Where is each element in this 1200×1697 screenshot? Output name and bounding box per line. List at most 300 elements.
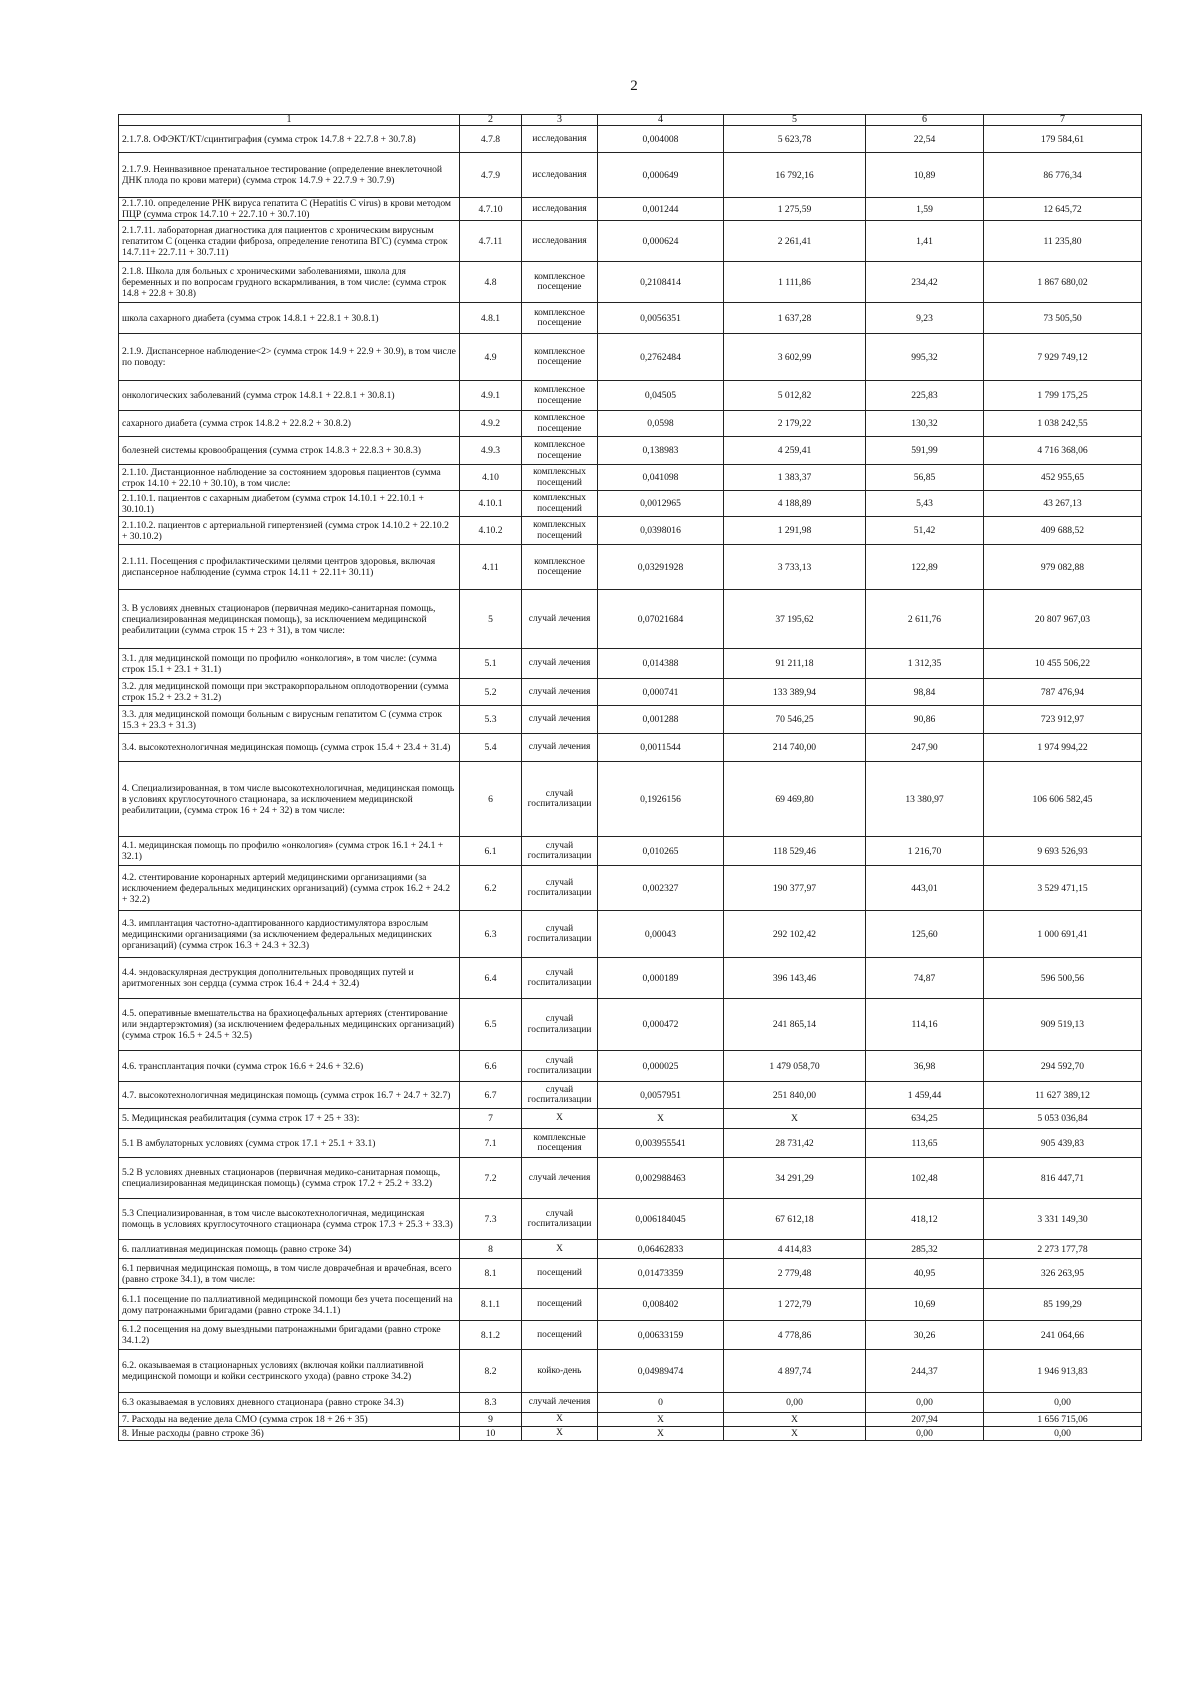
table-row	[119, 334, 1142, 381]
row-cost-cell: 1 637,28	[724, 303, 866, 334]
row-name-cell: 4.2. стентирование коронарных артерий медицинскими организациями (за исключением федеральных медицинских организаций) (сумма строк 16.2 + 24.2 + 32.2)	[119, 866, 460, 911]
row-code-cell: 7.1	[460, 1129, 522, 1158]
row-per-capita-cell: 56,85	[866, 465, 984, 491]
row-name-cell: 6.1 первичная медицинская помощь, в том числе доврачебная и врачебная, всего (равно строке 34.1), в том числе:	[119, 1259, 460, 1289]
table-row	[119, 734, 1142, 762]
row-norm-cell: 0,06462833	[598, 1240, 724, 1259]
table-row	[119, 198, 1142, 221]
header-cell: 2	[460, 115, 522, 126]
row-unit-cell: случай лечения	[522, 706, 598, 734]
table-row	[119, 1350, 1142, 1393]
table-row	[119, 706, 1142, 734]
row-per-capita-cell: 285,32	[866, 1240, 984, 1259]
row-unit-cell: посещений	[522, 1321, 598, 1350]
row-total-cell: 452 955,65	[984, 465, 1142, 491]
row-norm-cell: 0,000649	[598, 153, 724, 198]
row-cost-cell: Х	[724, 1109, 866, 1129]
row-name-cell: онкологических заболеваний (сумма строк 14.8.1 + 22.8.1 + 30.8.1)	[119, 381, 460, 411]
row-total-cell: 1 000 691,41	[984, 911, 1142, 958]
row-norm-cell: 0,00043	[598, 911, 724, 958]
row-norm-cell: 0,0011544	[598, 734, 724, 762]
row-norm-cell: 0,014388	[598, 649, 724, 679]
row-code-cell: 8.3	[460, 1393, 522, 1413]
row-name-cell: 2.1.10.2. пациентов с артериальной гипертензией (сумма строк 14.10.2 + 22.10.2 + 30.10.2)	[119, 517, 460, 545]
row-name-cell: 3.3. для медицинской помощи больным с вирусным гепатитом С (сумма строк 15.3 + 23.3 + 31.3)	[119, 706, 460, 734]
row-unit-cell: комплексное посещение	[522, 303, 598, 334]
row-code-cell: 8.1.1	[460, 1289, 522, 1321]
row-total-cell: 86 776,34	[984, 153, 1142, 198]
row-name-cell: 6.2. оказываемая в стационарных условиях (включая койки паллиативной медицинской помощи и койки сестринского ухода) (равно строке 34.2)	[119, 1350, 460, 1393]
row-code-cell: 6.6	[460, 1051, 522, 1082]
row-code-cell: 6	[460, 762, 522, 837]
row-unit-cell: комплексное посещение	[522, 334, 598, 381]
row-cost-cell: 1 291,98	[724, 517, 866, 545]
row-unit-cell: комплексные посещения	[522, 1129, 598, 1158]
row-norm-cell: 0,0057951	[598, 1082, 724, 1109]
row-norm-cell: 0,04505	[598, 381, 724, 411]
row-norm-cell: 0,000025	[598, 1051, 724, 1082]
row-cost-cell: 34 291,29	[724, 1158, 866, 1199]
row-norm-cell: 0,010265	[598, 837, 724, 866]
row-name-cell: 4. Специализированная, в том числе высокотехнологичная, медицинская помощь в условиях круглосуточного стационара, за исключением медицинской реабилитации, (сумма строк 16 + 24 + 32) в том числе:	[119, 762, 460, 837]
row-cost-cell: 70 546,25	[724, 706, 866, 734]
table-row	[119, 545, 1142, 590]
row-code-cell: 10	[460, 1427, 522, 1441]
table-row	[119, 999, 1142, 1051]
row-unit-cell: посещений	[522, 1289, 598, 1321]
row-code-cell: 4.10.2	[460, 517, 522, 545]
row-per-capita-cell: 634,25	[866, 1109, 984, 1129]
row-per-capita-cell: 30,26	[866, 1321, 984, 1350]
row-per-capita-cell: 1 312,35	[866, 649, 984, 679]
row-total-cell: 4 716 368,06	[984, 437, 1142, 465]
row-total-cell: 43 267,13	[984, 491, 1142, 517]
row-total-cell: 787 476,94	[984, 679, 1142, 706]
row-name-cell: 2.1.7.11. лабораторная диагностика для пациентов с хроническим вирусным гепатитом С (оценка стадии фиброза, определение генотипа ВГС) (сумма строк 14.7.11+ 22.7.11 + 30.7.11)	[119, 221, 460, 262]
row-name-cell: 4.7. высокотехнологичная медицинская помощь (сумма строк 16.7 + 24.7 + 32.7)	[119, 1082, 460, 1109]
table-row	[119, 221, 1142, 262]
row-code-cell: 5.2	[460, 679, 522, 706]
row-total-cell: 2 273 177,78	[984, 1240, 1142, 1259]
row-total-cell: 3 331 149,30	[984, 1199, 1142, 1240]
table-header-row	[119, 115, 1142, 126]
row-per-capita-cell: 40,95	[866, 1259, 984, 1289]
row-unit-cell: Х	[522, 1413, 598, 1427]
row-total-cell: 409 688,52	[984, 517, 1142, 545]
row-total-cell: 3 529 471,15	[984, 866, 1142, 911]
header-cell: 5	[724, 115, 866, 126]
row-unit-cell: комплексных посещений	[522, 517, 598, 545]
row-per-capita-cell: 244,37	[866, 1350, 984, 1393]
row-code-cell: 6.3	[460, 911, 522, 958]
row-norm-cell: 0,0056351	[598, 303, 724, 334]
table-row	[119, 491, 1142, 517]
row-total-cell: 816 447,71	[984, 1158, 1142, 1199]
table-row	[119, 911, 1142, 958]
row-name-cell: 4.6. трансплантация почки (сумма строк 16.6 + 24.6 + 32.6)	[119, 1051, 460, 1082]
rates-table	[118, 114, 1142, 1441]
table-row	[119, 679, 1142, 706]
row-cost-cell: 5 012,82	[724, 381, 866, 411]
row-name-cell: 2.1.7.8. ОФЭКТ/КТ/сцинтиграфия (сумма строк 14.7.8 + 22.7.8 + 30.7.8)	[119, 126, 460, 153]
row-unit-cell: случай лечения	[522, 734, 598, 762]
row-cost-cell: 214 740,00	[724, 734, 866, 762]
row-total-cell: 596 500,56	[984, 958, 1142, 999]
row-total-cell: 11 235,80	[984, 221, 1142, 262]
row-code-cell: 6.1	[460, 837, 522, 866]
row-norm-cell: 0,000741	[598, 679, 724, 706]
row-cost-cell: Х	[724, 1413, 866, 1427]
row-per-capita-cell: 2 611,76	[866, 590, 984, 649]
header-cell: 7	[984, 115, 1142, 126]
row-norm-cell: 0,041098	[598, 465, 724, 491]
row-code-cell: 5.3	[460, 706, 522, 734]
row-per-capita-cell: 234,42	[866, 262, 984, 303]
row-norm-cell: 0,2762484	[598, 334, 724, 381]
row-cost-cell: 5 623,78	[724, 126, 866, 153]
row-name-cell: 2.1.9. Диспансерное наблюдение<2> (сумма строк 14.9 + 22.9 + 30.9), в том числе по поводу:	[119, 334, 460, 381]
table-row	[119, 437, 1142, 465]
row-per-capita-cell: 98,84	[866, 679, 984, 706]
row-cost-cell: 67 612,18	[724, 1199, 866, 1240]
row-per-capita-cell: 5,43	[866, 491, 984, 517]
row-unit-cell: Х	[522, 1109, 598, 1129]
row-unit-cell: случай госпитализации	[522, 958, 598, 999]
row-per-capita-cell: 9,23	[866, 303, 984, 334]
row-cost-cell: 4 414,83	[724, 1240, 866, 1259]
header-cell: 1	[119, 115, 460, 126]
row-unit-cell: комплексное посещение	[522, 381, 598, 411]
row-unit-cell: случай лечения	[522, 1158, 598, 1199]
row-per-capita-cell: 418,12	[866, 1199, 984, 1240]
row-cost-cell: Х	[724, 1427, 866, 1441]
row-name-cell: 2.1.10. Дистанционное наблюдение за состоянием здоровья пациентов (сумма строк 14.10 + 22.10 + 30.10), в том числе:	[119, 465, 460, 491]
row-code-cell: 4.10.1	[460, 491, 522, 517]
row-total-cell: 9 693 526,93	[984, 837, 1142, 866]
row-code-cell: 9	[460, 1413, 522, 1427]
row-code-cell: 8.1	[460, 1259, 522, 1289]
row-total-cell: 905 439,83	[984, 1129, 1142, 1158]
row-unit-cell: комплексных посещений	[522, 491, 598, 517]
row-per-capita-cell: 122,89	[866, 545, 984, 590]
row-code-cell: 4.8	[460, 262, 522, 303]
row-name-cell: 8. Иные расходы (равно строке 36)	[119, 1427, 460, 1441]
row-total-cell: 73 505,50	[984, 303, 1142, 334]
row-name-cell: 4.5. оперативные вмешательства на брахиоцефальных артериях (стентирование или эндартерэктомия) (за исключением федеральных медицинских организаций) (сумма строк 16.5 + 24.5 + 32.5)	[119, 999, 460, 1051]
row-code-cell: 4.7.8	[460, 126, 522, 153]
row-name-cell: сахарного диабета (сумма строк 14.8.2 + 22.8.2 + 30.8.2)	[119, 411, 460, 437]
row-cost-cell: 4 778,86	[724, 1321, 866, 1350]
row-unit-cell: случай лечения	[522, 649, 598, 679]
page-number: 2	[630, 78, 638, 94]
row-code-cell: 8.1.2	[460, 1321, 522, 1350]
row-code-cell: 5.1	[460, 649, 522, 679]
row-code-cell: 4.9.3	[460, 437, 522, 465]
table-row	[119, 837, 1142, 866]
row-name-cell: школа сахарного диабета (сумма строк 14.8.1 + 22.8.1 + 30.8.1)	[119, 303, 460, 334]
table-row	[119, 126, 1142, 153]
row-norm-cell: 0,001288	[598, 706, 724, 734]
row-code-cell: 4.9.2	[460, 411, 522, 437]
row-total-cell: 10 455 506,22	[984, 649, 1142, 679]
row-total-cell: 12 645,72	[984, 198, 1142, 221]
row-unit-cell: посещений	[522, 1259, 598, 1289]
row-cost-cell: 4 188,89	[724, 491, 866, 517]
table-row	[119, 590, 1142, 649]
table-row	[119, 1158, 1142, 1199]
row-norm-cell: 0,000189	[598, 958, 724, 999]
row-cost-cell: 251 840,00	[724, 1082, 866, 1109]
row-cost-cell: 1 111,86	[724, 262, 866, 303]
row-unit-cell: исследования	[522, 153, 598, 198]
row-cost-cell: 1 383,37	[724, 465, 866, 491]
row-name-cell: 4.3. имплантация частотно-адаптированного кардиостимулятора взрослым медицинскими организациями (за исключением федеральных медицинских организаций) (сумма строк 16.3 + 24.3 + 32.3)	[119, 911, 460, 958]
table-row	[119, 1427, 1142, 1441]
table-row	[119, 1259, 1142, 1289]
row-code-cell: 6.5	[460, 999, 522, 1051]
row-unit-cell: комплексное посещение	[522, 411, 598, 437]
row-cost-cell: 2 261,41	[724, 221, 866, 262]
row-code-cell: 7.2	[460, 1158, 522, 1199]
row-per-capita-cell: 207,94	[866, 1413, 984, 1427]
row-unit-cell: случай госпитализации	[522, 1082, 598, 1109]
row-per-capita-cell: 1 216,70	[866, 837, 984, 866]
row-norm-cell: 0,006184045	[598, 1199, 724, 1240]
row-cost-cell: 37 195,62	[724, 590, 866, 649]
row-norm-cell: 0,003955541	[598, 1129, 724, 1158]
row-unit-cell: комплексное посещение	[522, 437, 598, 465]
row-cost-cell: 1 272,79	[724, 1289, 866, 1321]
table-row	[119, 1393, 1142, 1413]
row-unit-cell: койко-день	[522, 1350, 598, 1393]
row-per-capita-cell: 1,59	[866, 198, 984, 221]
row-total-cell: 294 592,70	[984, 1051, 1142, 1082]
row-name-cell: 2.1.11. Посещения с профилактическими целями центров здоровья, включая диспансерное наблюдение (сумма строк 14.11 + 22.11+ 30.11)	[119, 545, 460, 590]
row-per-capita-cell: 36,98	[866, 1051, 984, 1082]
row-per-capita-cell: 10,89	[866, 153, 984, 198]
table-row	[119, 866, 1142, 911]
row-code-cell: 7.3	[460, 1199, 522, 1240]
row-cost-cell: 28 731,42	[724, 1129, 866, 1158]
row-code-cell: 5.4	[460, 734, 522, 762]
row-code-cell: 4.7.11	[460, 221, 522, 262]
row-code-cell: 4.8.1	[460, 303, 522, 334]
row-per-capita-cell: 0,00	[866, 1427, 984, 1441]
row-total-cell: 1 656 715,06	[984, 1413, 1142, 1427]
row-code-cell: 4.10	[460, 465, 522, 491]
row-cost-cell: 133 389,94	[724, 679, 866, 706]
row-total-cell: 0,00	[984, 1427, 1142, 1441]
row-total-cell: 106 606 582,45	[984, 762, 1142, 837]
row-norm-cell: 0,002988463	[598, 1158, 724, 1199]
row-cost-cell: 16 792,16	[724, 153, 866, 198]
row-total-cell: 909 519,13	[984, 999, 1142, 1051]
row-unit-cell: случай лечения	[522, 590, 598, 649]
table-row	[119, 1051, 1142, 1082]
row-per-capita-cell: 1 459,44	[866, 1082, 984, 1109]
row-cost-cell: 2 179,22	[724, 411, 866, 437]
row-norm-cell: 0,07021684	[598, 590, 724, 649]
row-code-cell: 8	[460, 1240, 522, 1259]
row-unit-cell: случай госпитализации	[522, 1051, 598, 1082]
header-cell: 3	[522, 115, 598, 126]
row-cost-cell: 190 377,97	[724, 866, 866, 911]
row-norm-cell: 0,03291928	[598, 545, 724, 590]
row-code-cell: 7	[460, 1109, 522, 1129]
table-row	[119, 1289, 1142, 1321]
row-cost-cell: 91 211,18	[724, 649, 866, 679]
row-unit-cell: исследования	[522, 198, 598, 221]
row-unit-cell: комплексных посещений	[522, 465, 598, 491]
table-row	[119, 303, 1142, 334]
row-unit-cell: случай госпитализации	[522, 1199, 598, 1240]
row-total-cell: 241 064,66	[984, 1321, 1142, 1350]
row-name-cell: 6.1.1 посещение по паллиативной медицинской помощи без учета посещений на дому патронажными бригадами (равно строке 34.1.1)	[119, 1289, 460, 1321]
row-total-cell: 1 038 242,55	[984, 411, 1142, 437]
row-per-capita-cell: 74,87	[866, 958, 984, 999]
row-norm-cell: 0,04989474	[598, 1350, 724, 1393]
row-per-capita-cell: 247,90	[866, 734, 984, 762]
row-per-capita-cell: 22,54	[866, 126, 984, 153]
row-per-capita-cell: 130,32	[866, 411, 984, 437]
row-norm-cell: 0,0598	[598, 411, 724, 437]
row-cost-cell: 69 469,80	[724, 762, 866, 837]
row-per-capita-cell: 0,00	[866, 1393, 984, 1413]
row-norm-cell: 0,000624	[598, 221, 724, 262]
table-row	[119, 762, 1142, 837]
row-cost-cell: 292 102,42	[724, 911, 866, 958]
row-name-cell: 5.3 Специализированная, в том числе высокотехнологичная, медицинская помощь в условиях круглосуточного стационара (сумма строк 17.3 + 25.3 + 33.3)	[119, 1199, 460, 1240]
row-name-cell: 7. Расходы на ведение дела СМО (сумма строк 18 + 26 + 35)	[119, 1413, 460, 1427]
row-name-cell: 5.1 В амбулаторных условиях (сумма строк 17.1 + 25.1 + 33.1)	[119, 1129, 460, 1158]
row-cost-cell: 241 865,14	[724, 999, 866, 1051]
row-norm-cell: 0,004008	[598, 126, 724, 153]
row-norm-cell: Х	[598, 1413, 724, 1427]
table-row	[119, 1082, 1142, 1109]
row-name-cell: 2.1.7.10. определение РНК вируса гепатита С (Hepatitis C virus) в крови методом ПЦР (сумма строк 14.7.10 + 22.7.10 + 30.7.10)	[119, 198, 460, 221]
row-per-capita-cell: 102,48	[866, 1158, 984, 1199]
table-row	[119, 262, 1142, 303]
row-unit-cell: случай госпитализации	[522, 837, 598, 866]
table-row	[119, 1199, 1142, 1240]
row-cost-cell: 4 897,74	[724, 1350, 866, 1393]
row-norm-cell: Х	[598, 1427, 724, 1441]
row-per-capita-cell: 225,83	[866, 381, 984, 411]
row-name-cell: 2.1.8. Школа для больных с хроническими заболеваниями, школа для беременных и по вопросам грудного вскармливания, в том числе: (сумма строк 14.8 + 22.8 + 30.8)	[119, 262, 460, 303]
row-name-cell: 3.1. для медицинской помощи по профилю «онкология», в том числе: (сумма строк 15.1 + 23.1 + 31.1)	[119, 649, 460, 679]
row-norm-cell: 0,001244	[598, 198, 724, 221]
row-total-cell: 20 807 967,03	[984, 590, 1142, 649]
row-name-cell: 2.1.7.9. Неинвазивное пренатальное тестирование (определение внеклеточной ДНК плода по крови матери) (сумма строк 14.7.9 + 22.7.9 + 30.7.9)	[119, 153, 460, 198]
row-norm-cell: 0,2108414	[598, 262, 724, 303]
row-code-cell: 4.11	[460, 545, 522, 590]
row-unit-cell: случай лечения	[522, 679, 598, 706]
row-norm-cell: 0,008402	[598, 1289, 724, 1321]
row-total-cell: 179 584,61	[984, 126, 1142, 153]
row-total-cell: 7 929 749,12	[984, 334, 1142, 381]
row-code-cell: 4.9	[460, 334, 522, 381]
table-row	[119, 649, 1142, 679]
row-unit-cell: исследования	[522, 221, 598, 262]
row-name-cell: 2.1.10.1. пациентов с сахарным диабетом (сумма строк 14.10.1 + 22.10.1 + 30.10.1)	[119, 491, 460, 517]
row-per-capita-cell: 10,69	[866, 1289, 984, 1321]
row-total-cell: 0,00	[984, 1393, 1142, 1413]
row-norm-cell: 0,000472	[598, 999, 724, 1051]
row-code-cell: 4.7.10	[460, 198, 522, 221]
row-name-cell: 3. В условиях дневных стационаров (первичная медико-санитарная помощь, специализированная медицинская помощь), за исключением медицинской реабилитации (сумма строк 15 + 23 + 31), в том числе:	[119, 590, 460, 649]
row-per-capita-cell: 113,65	[866, 1129, 984, 1158]
row-unit-cell: комплексное посещение	[522, 262, 598, 303]
row-unit-cell: Х	[522, 1427, 598, 1441]
row-total-cell: 5 053 036,84	[984, 1109, 1142, 1129]
row-total-cell: 723 912,97	[984, 706, 1142, 734]
row-per-capita-cell: 125,60	[866, 911, 984, 958]
row-code-cell: 6.7	[460, 1082, 522, 1109]
row-unit-cell: случай госпитализации	[522, 999, 598, 1051]
row-name-cell: 5.2 В условиях дневных стационаров (первичная медико-санитарная помощь, специализированная медицинская помощь) (сумма строк 17.2 + 25.2 + 33.2)	[119, 1158, 460, 1199]
row-per-capita-cell: 51,42	[866, 517, 984, 545]
table-row	[119, 1413, 1142, 1427]
row-norm-cell: 0,01473359	[598, 1259, 724, 1289]
row-code-cell: 4.9.1	[460, 381, 522, 411]
row-total-cell: 979 082,88	[984, 545, 1142, 590]
row-code-cell: 8.2	[460, 1350, 522, 1393]
table-row	[119, 411, 1142, 437]
row-name-cell: 4.4. эндоваскулярная деструкция дополнительных проводящих путей и аритмогенных зон сердца (сумма строк 16.4 + 24.4 + 32.4)	[119, 958, 460, 999]
row-norm-cell: 0,1926156	[598, 762, 724, 837]
row-per-capita-cell: 90,86	[866, 706, 984, 734]
table-row	[119, 1240, 1142, 1259]
row-total-cell: 1 946 913,83	[984, 1350, 1142, 1393]
row-code-cell: 6.2	[460, 866, 522, 911]
row-norm-cell: 0,0012965	[598, 491, 724, 517]
row-name-cell: 6.1.2 посещения на дому выездными патронажными бригадами (равно строке 34.1.2)	[119, 1321, 460, 1350]
row-per-capita-cell: 13 380,97	[866, 762, 984, 837]
row-name-cell: 3.2. для медицинской помощи при экстракорпоральном оплодотворении (сумма строк 15.2 + 23.2 + 31.2)	[119, 679, 460, 706]
table-row	[119, 1109, 1142, 1129]
row-unit-cell: случай лечения	[522, 1393, 598, 1413]
table-row	[119, 1129, 1142, 1158]
header-cell: 4	[598, 115, 724, 126]
row-cost-cell: 118 529,46	[724, 837, 866, 866]
table-row	[119, 517, 1142, 545]
row-norm-cell: 0	[598, 1393, 724, 1413]
row-norm-cell: 0,00633159	[598, 1321, 724, 1350]
row-norm-cell: Х	[598, 1109, 724, 1129]
row-total-cell: 1 974 994,22	[984, 734, 1142, 762]
table-row	[119, 1321, 1142, 1350]
row-name-cell: 5. Медицинская реабилитация (сумма строк 17 + 25 + 33):	[119, 1109, 460, 1129]
row-unit-cell: исследования	[522, 126, 598, 153]
row-per-capita-cell: 114,16	[866, 999, 984, 1051]
row-per-capita-cell: 995,32	[866, 334, 984, 381]
row-name-cell: 6. паллиативная медицинская помощь (равно строке 34)	[119, 1240, 460, 1259]
row-cost-cell: 0,00	[724, 1393, 866, 1413]
table-row	[119, 958, 1142, 999]
header-cell: 6	[866, 115, 984, 126]
row-per-capita-cell: 591,99	[866, 437, 984, 465]
row-unit-cell: случай госпитализации	[522, 866, 598, 911]
row-cost-cell: 1 275,59	[724, 198, 866, 221]
row-total-cell: 11 627 389,12	[984, 1082, 1142, 1109]
row-cost-cell: 396 143,46	[724, 958, 866, 999]
row-unit-cell: Х	[522, 1240, 598, 1259]
row-code-cell: 5	[460, 590, 522, 649]
row-norm-cell: 0,138983	[598, 437, 724, 465]
row-unit-cell: случай госпитализации	[522, 762, 598, 837]
row-unit-cell: случай госпитализации	[522, 911, 598, 958]
row-total-cell: 85 199,29	[984, 1289, 1142, 1321]
